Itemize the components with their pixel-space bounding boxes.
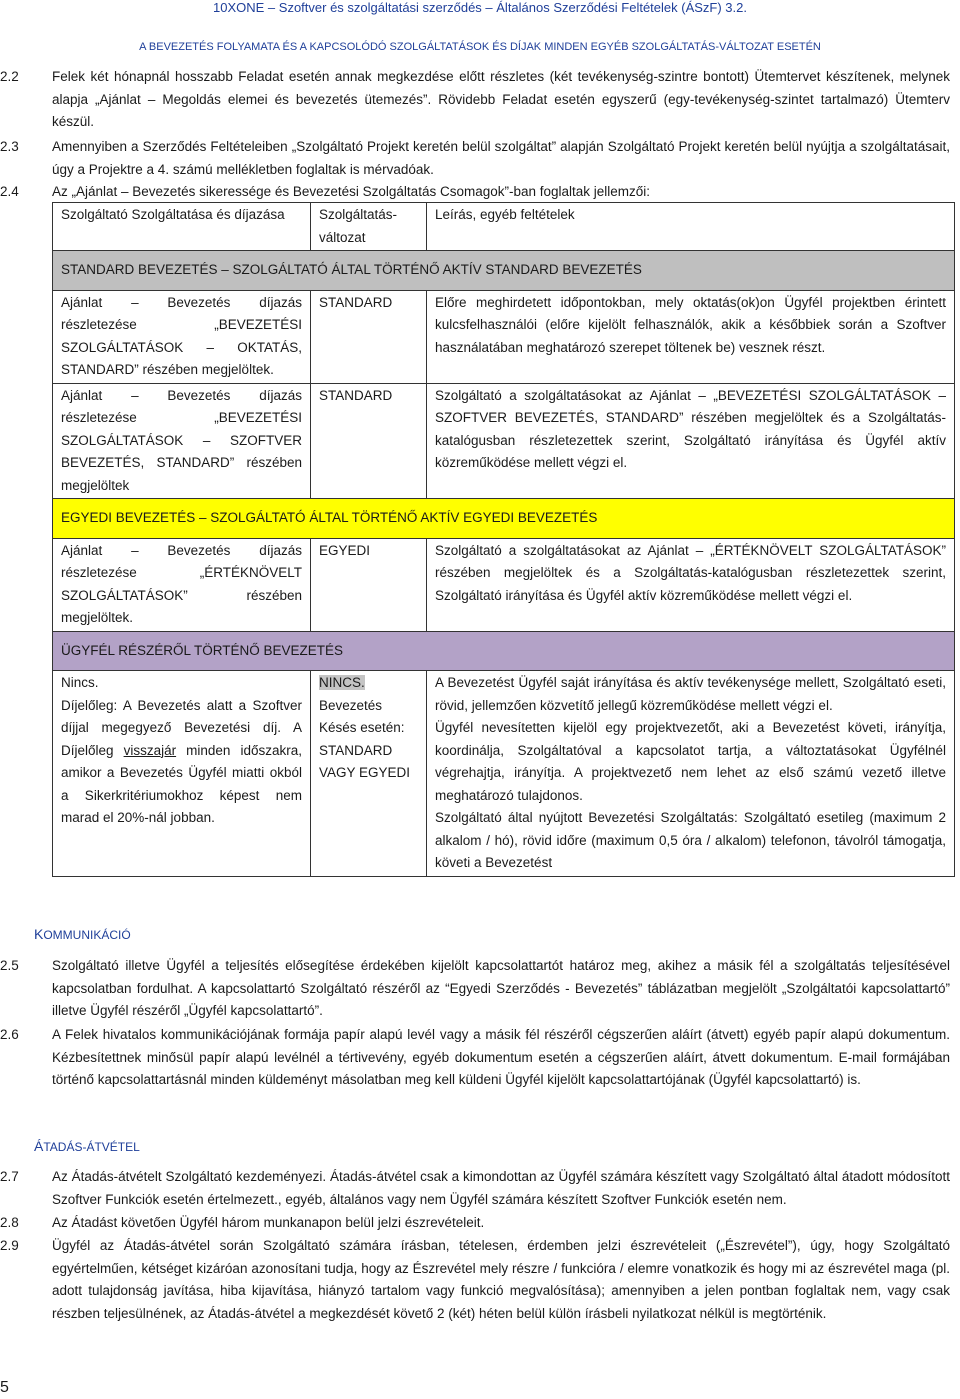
band-row-egyedi	[53, 499, 955, 539]
header-description: Leírás, egyéb feltételek	[427, 203, 955, 251]
band-ugyfel-label: ÜGYFÉL RÉSZÉRŐL TÖRTÉNŐ BEVEZETÉS	[53, 631, 955, 671]
paragraph-2-2: Felek két hónapnál hosszabb Feladat esetén annak megkezdése előtt részletes (két tevékenység-szintre bontott) Ütemtervet készítenek, melynek alapja „Ajánlat – Megoldás elemei és bevezetés ütemezés”. Rövidebb Feladat esetén egyszerű (egy-tevékenység-szintet tartalmazó) Ütemterv készül.	[52, 69, 950, 129]
paragraph-number: 2.2	[0, 69, 19, 84]
paragraph-number: 2.3	[0, 139, 19, 154]
section-heading-kommunikacio: KOMMUNIKÁCIÓ	[34, 926, 131, 942]
running-header-title: 10XONE – Szoftver és szolgáltatási szerződés – Általános Szerződési Feltételek (ÁSzF) 3.2.	[213, 0, 747, 15]
paragraph-number: 2.5	[0, 958, 19, 973]
row4-service	[53, 671, 311, 877]
row4-deposit-text: Díjelőleg: A Bevezetés alatt a Szoftver díjjal megegyező Bevezetési díj. A Díjelőleg	[61, 697, 302, 758]
header-variant-line2: változat	[319, 229, 366, 245]
row4-description	[427, 671, 955, 877]
paragraph-2-6: A Felek hivatalos kommunikációjának formája papír alapú levél vagy a másik fél részéről cégszerűen aláírt (átvett) egyéb papír alapú dokumentum. Kézbesítettnek minősül papír alapú levélnél a tértivevény, egyéb dokumentum esetén a cégszerűen aláírt, átvett dokumentum. E-mail formájában történő kapcsolattartásnál minden küldeményt másolatban meg kell küldeni Ügyfél kijelölt kapcsolattartójának (Ügyfél kapcsolattartó) is.	[52, 1027, 950, 1087]
row3-variant: EGYEDI	[311, 538, 427, 631]
row1-variant: STANDARD	[311, 290, 427, 383]
paragraph-2-4: Az „Ajánlat – Bevezetés sikeressége és Bevezetési Szolgáltatás Csomagok”-ban foglaltak jellemzői:	[52, 184, 651, 199]
row2-variant: STANDARD	[311, 383, 427, 499]
row4-deposit-refund: visszajár	[123, 742, 177, 758]
row4-variant-delay: Bevezetés Késés esetén: STANDARD VAGY EGYEDI	[319, 697, 411, 780]
table-row	[53, 383, 955, 499]
paragraph-number: 2.8	[0, 1215, 19, 1230]
paragraph-number: 2.9	[0, 1238, 19, 1253]
paragraph-2-8: Az Átadást követően Ügyfél három munkanapon belül jelzi észrevételeit.	[52, 1215, 485, 1230]
row1-service: Ajánlat – Bevezetés díjazás részletezése „BEVEZETÉSI SZOLGÁLTATÁSOK – OKTATÁS, STANDARD” részében megjelöltek.	[53, 290, 311, 383]
paragraph-number: 2.6	[0, 1027, 19, 1042]
row4-service-none: Nincs.	[61, 675, 99, 690]
row4-description-p1: A Bevezetést Ügyfél saját irányítása és aktív tevékenysége mellett, Szolgáltató eseti, rövid, jellemzően közvetítő jellegű közreműködése mellett végzi el.	[435, 675, 946, 713]
paragraph-2-9: Ügyfél az Átadás-átvétel során Szolgáltató számára írásban, tételesen, érdemben jelzi észrevételeit („Észrevétel”), úgy, hogy Szolgáltató egyértelműen, kétséget kizáróan azonosítani tudja, hogy az Észrevétel mely részre / funkcióra / elemre vonatkozik és hogy mi az észrevétel maga (pl. adott tulajdonság javítása, hiba kijavítása, hiányzó tartalom vagy funkció megvalósítása); amennyiben a jelen pontban foglaltak nem, vagy csak részben teljesülnének, az Átadás-átvétel a megkezdését követő 2 (két) héten belül külön írásbeli nyilatkozat nélkül is megtörténik.	[52, 1238, 950, 1321]
row4-description-p2: Ügyfél nevesítetten kijelöl egy projektvezetőt, aki a Bevezetést követi, irányítja, koordinálja, Szolgáltatóval a kapcsolatot tartja, a változtatásokat Ügyfélnél végrehajtja, irányítja. A projektvezető nem lehet az első számú vezető illetve meghatározó tulajdonos.	[435, 720, 946, 803]
row2-service: Ajánlat – Bevezetés díjazás részletezése „BEVEZETÉSI SZOLGÁLTATÁSOK – SZOFTVER BEVEZETÉS, STANDARD” részében megjelöltek	[53, 383, 311, 499]
row3-service: Ajánlat – Bevezetés díjazás részletezése „ÉRTÉKNÖVELT SZOLGÁLTATÁSOK” részében megjelöltek.	[53, 538, 311, 631]
row1-description: Előre meghirdetett időpontokban, mely oktatás(ok)on Ügyfél projektben érintett kulcsfelhasználói (előre kijelölt felhasználók, akik a későbbiek során a Szoftver használatában meghatározó szerepet töltenek be) vesznek részt.	[427, 290, 955, 383]
table-row	[53, 290, 955, 383]
header-service-fee: Szolgáltató Szolgáltatása és díjazása	[53, 203, 311, 251]
paragraph-2-3: Amennyiben a Szerződés Feltételeiben „Szolgáltató Projekt keretén belül szolgáltat” alapján Szolgáltató Projekt keretén belül nyújtja a szolgáltatásait, úgy a Projektre a 4. számú mellékletben foglaltak is mérvadóak.	[52, 139, 950, 177]
band-row-ugyfel	[53, 631, 955, 671]
paragraph-2-7: Az Átadás-átvételt Szolgáltató kezdeményezi. Átadás-átvétel csak a kimondottan az Ügyfél számára készített vagy Szolgáltató által átadott módosított Szoftver Funkciók esetén értelmezett., egyéb, általános vagy nem Ügyfél számára készített Szoftver Funkciók esetén nem.	[52, 1169, 950, 1207]
header-service-variant	[311, 203, 427, 251]
row4-description-p3: Szolgáltató által nyújtott Bevezetési Szolgáltatás: Szolgáltató esetileg (maximum 2 alkalom / hó), rövid időre (maximum 0,5 óra / alkalom) telefonon, távolról támogatja, követi a Bevezetést	[435, 810, 946, 870]
paragraph-number: 2.4	[0, 184, 19, 199]
row3-description: Szolgáltató a szolgáltatásokat az Ajánlat – „ÉRTÉKNÖVELT SZOLGÁLTATÁSOK” részében megjelöltek és a Szolgáltatás-katalógusban részletezettek szerint, Szolgáltató irányítása és Ügyfél aktív közreműködése mellett végzi el.	[427, 538, 955, 631]
service-table	[52, 202, 955, 877]
band-egyedi-label: EGYEDI BEVEZETÉS – SZOLGÁLTATÓ ÁLTAL TÖRTÉNŐ AKTÍV EGYEDI BEVEZETÉS	[53, 499, 955, 539]
paragraph-2-5: Szolgáltató illetve Ügyfél a teljesítés elősegítése érdekében kijelölt kapcsolattartót határoz meg, akihez a másik fél a szolgáltatás teljesítésével kapcsolatban fordulhat. A kapcsolattartó Szolgáltató részéről az “Egyedi Szerződés - Bevezetés” táblázatban megjelölt „Szolgáltatói kapcsolattartó” illetve Ügyfél részéről „Ügyfél kapcsolattartó”.	[52, 958, 950, 1018]
table-row	[53, 538, 955, 631]
paragraph-number: 2.7	[0, 1169, 19, 1184]
section-heading-atadas: ÁTADÁS-ÁTVÉTEL	[34, 1138, 140, 1154]
band-standard-label: STANDARD BEVEZETÉS – SZOLGÁLTATÓ ÁLTAL TÖRTÉNŐ AKTÍV STANDARD BEVEZETÉS	[53, 251, 955, 291]
row4-variant-none: NINCS.	[319, 675, 365, 690]
header-variant-line1: Szolgáltatás-	[319, 207, 398, 222]
row4-variant	[311, 671, 427, 877]
page-number: 5	[0, 1379, 9, 1396]
table-row	[53, 671, 955, 877]
band-row-standard	[53, 251, 955, 291]
row4-deposit-text-end: minden időszakra, amikor a Bevezetés Ügyfél miatti okból a Sikerkritériumokhoz képest nem marad el 20%-nál jobban.	[61, 742, 302, 825]
row2-description: Szolgáltató a szolgáltatásokat az Ajánlat – „BEVEZETÉSI SZOLGÁLTATÁSOK – SZOFTVER BEVEZETÉS, STANDARD” részében megjelöltek és a Szolgáltatás-katalógusban részletezettek szerint, Szolgáltató irányítása és Ügyfél aktív közreműködése mellett végzi el.	[427, 383, 955, 499]
table-header-row	[53, 203, 955, 251]
section-title: A BEVEZETÉS FOLYAMATA ÉS A KAPCSOLÓDÓ SZOLGÁLTATÁSOK ÉS DÍJAK MINDEN EGYÉB SZOLGÁLTATÁS-VÁLTOZAT ESETÉN	[139, 41, 821, 53]
